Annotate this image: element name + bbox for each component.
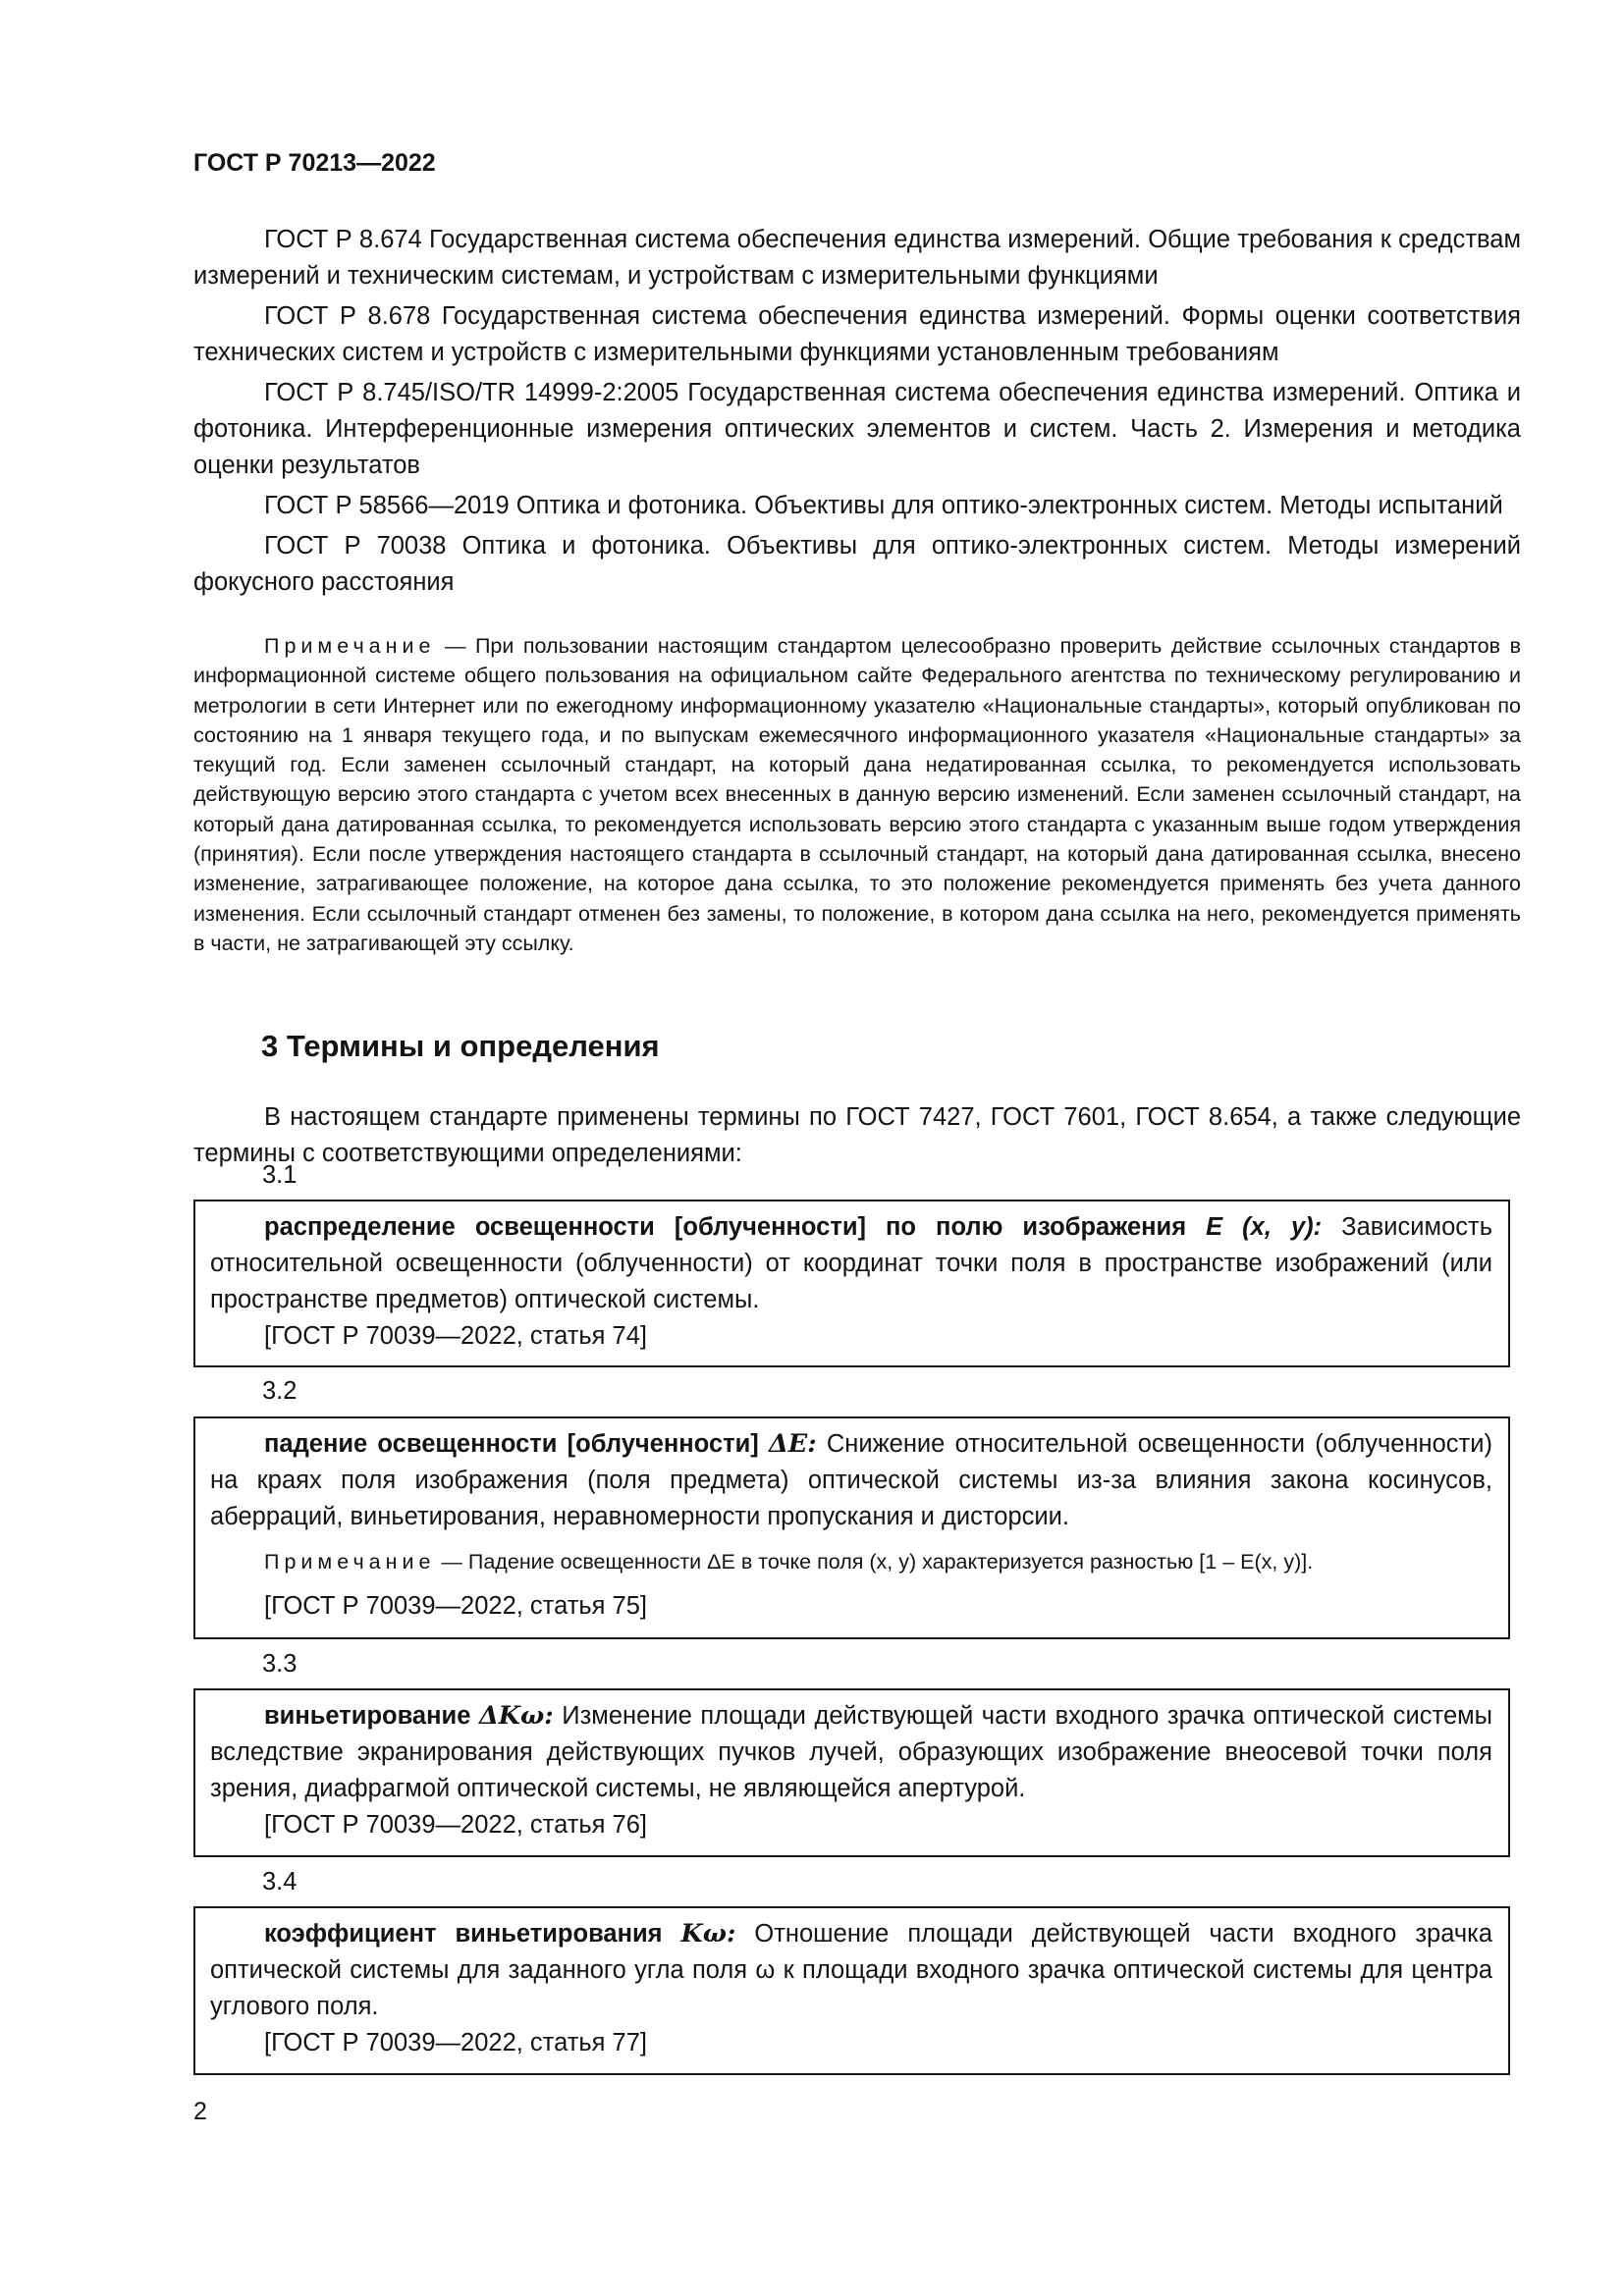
term-text: Изменение площади действующей части входного зрачка оптической системы вследствие экранирования действующих пучков лучей, образующих изображение внеосевой точки поля зрения, диафрагмой оптической системы, не являющейся апертурой. bbox=[210, 1702, 1492, 1802]
references-note bbox=[193, 631, 1521, 958]
term-number: 3.3 bbox=[262, 1650, 298, 1678]
reference-item: ГОСТ Р 58566—2019 Оптика и фотоника. Объективы для оптико-электронных систем. Методы испытаний bbox=[264, 492, 1503, 519]
term-source: [ГОСТ Р 70039—2022, статья 76] bbox=[264, 1811, 647, 1839]
note-text: — При пользовании настоящим стандартом целесообразно проверить действие ссылочных стандартов в информационной системе общего пользования на официальном сайте Федерального агентства по техническому регулированию и метрологии в сети Интернет или по ежегодному информационному указателю «Национальные стандарты», который опубликован по состоянию на 1 января текущего года, и по выпускам ежемесячного информационного указателя «Национальные стандарты» за текущий год. Если заменен ссылочный стандарт, на который дана недатированная ссылка, то рекомендуется использовать действующую версию этого стандарта с учетом всех внесенных в данную версию изменений. Если заменен ссылочный стандарт, на который дана датированная ссылка, то рекомендуется использовать версию этого стандарта с указанным выше годом утверждения (принятия). Если после утверждения настоящего стандарта в ссылочный стандарт, на который дана датированная ссылка, внесено изменение, затрагивающее положение, на которое дана ссылка, то это положение рекомендуется применять без учета данного изменения. Если ссылочный стандарт отменен без замены, то положение, в котором дана ссылка на него, рекомендуется применять в части, не затрагивающей эту ссылку. bbox=[193, 634, 1521, 955]
note-label: Примечание bbox=[264, 634, 436, 658]
note-label: Примечание bbox=[264, 1550, 436, 1574]
term-text: Отношение площади действующей части входного зрачка оптической системы для заданного угла поля ω к площади входного зрачка оптической системы для центра углового поля. bbox=[210, 1920, 1492, 2020]
term-symbol: E (x, y): bbox=[1206, 1213, 1323, 1241]
term-definition bbox=[210, 1916, 1508, 2025]
term-box bbox=[193, 1200, 1510, 1367]
term-note bbox=[210, 1547, 1508, 1576]
term-symbol: ΔE: bbox=[769, 1429, 817, 1459]
note-text: — Падение освещенности ΔE в точке поля (x, y) характеризуется разностью [1 – E(x, y)]. bbox=[435, 1550, 1314, 1574]
reference-item: ГОСТ Р 8.745/ISO/TR 14999-2:2005 Государственная система обеспечения единства измерений. Оптика и фотоника. Интерференционные измерения оптических элементов и систем. Часть 2. Измерения и методика оценки результатов bbox=[193, 379, 1521, 479]
term-text: Снижение относительной освещенности (облученности) на краях поля изображения (поля предмета) оптической системы из-за влияния закона косинусов, аберраций, виньетирования, неравномерности пропускания и дисторсии. bbox=[210, 1430, 1492, 1530]
term-number: 3.2 bbox=[262, 1377, 298, 1405]
term-source: [ГОСТ Р 70039—2022, статья 77] bbox=[264, 2029, 647, 2056]
term-source: [ГОСТ Р 70039—2022, статья 74] bbox=[264, 1322, 647, 1350]
term-name: падение освещенности [облученности] bbox=[264, 1430, 769, 1458]
term-definition bbox=[210, 1698, 1508, 1807]
term-box bbox=[193, 1906, 1510, 2075]
page-number: 2 bbox=[193, 2098, 207, 2125]
term-box bbox=[193, 1416, 1510, 1639]
reference-item: ГОСТ Р 70038 Оптика и фотоника. Объективы для оптико-электронных систем. Методы измерений фокусного расстояния bbox=[193, 532, 1521, 596]
reference-item: ГОСТ Р 8.678 Государственная система обеспечения единства измерений. Формы оценки соответствия технических систем и устройств с измерительными функциями установленным требованиям bbox=[193, 302, 1521, 366]
term-symbol: Kω: bbox=[680, 1919, 736, 1949]
term-symbol: ΔKω: bbox=[479, 1701, 554, 1731]
term-box bbox=[193, 1688, 1510, 1857]
term-name: коэффициент виньетирования bbox=[264, 1920, 681, 1948]
term-text: Зависимость относительной освещенности (облученности) от координат точки поля в пространстве изображений (или пространстве предметов) оптической системы. bbox=[210, 1213, 1492, 1313]
term-number: 3.4 bbox=[262, 1868, 298, 1896]
section-title: 3 Термины и определения bbox=[261, 1029, 660, 1063]
normative-references bbox=[193, 222, 1521, 605]
term-number: 3.1 bbox=[262, 1161, 298, 1189]
term-name: распределение освещенности [облученности] по полю изображения bbox=[264, 1213, 1207, 1241]
document-header: ГОСТ Р 70213—2022 bbox=[193, 149, 436, 177]
term-definition bbox=[210, 1209, 1508, 1318]
term-definition bbox=[210, 1426, 1508, 1535]
reference-item: ГОСТ Р 8.674 Государственная система обеспечения единства измерений. Общие требования к средствам измерений и техническим системам, и устройствам с измерительными функциями bbox=[193, 226, 1521, 290]
section-intro: В настоящем стандарте применены термины по ГОСТ 7427, ГОСТ 7601, ГОСТ 8.654, а также следующие термины с соответствующими определениями: bbox=[193, 1103, 1521, 1167]
term-name: виньетирование bbox=[264, 1702, 479, 1730]
term-source: [ГОСТ Р 70039—2022, статья 75] bbox=[264, 1592, 647, 1620]
